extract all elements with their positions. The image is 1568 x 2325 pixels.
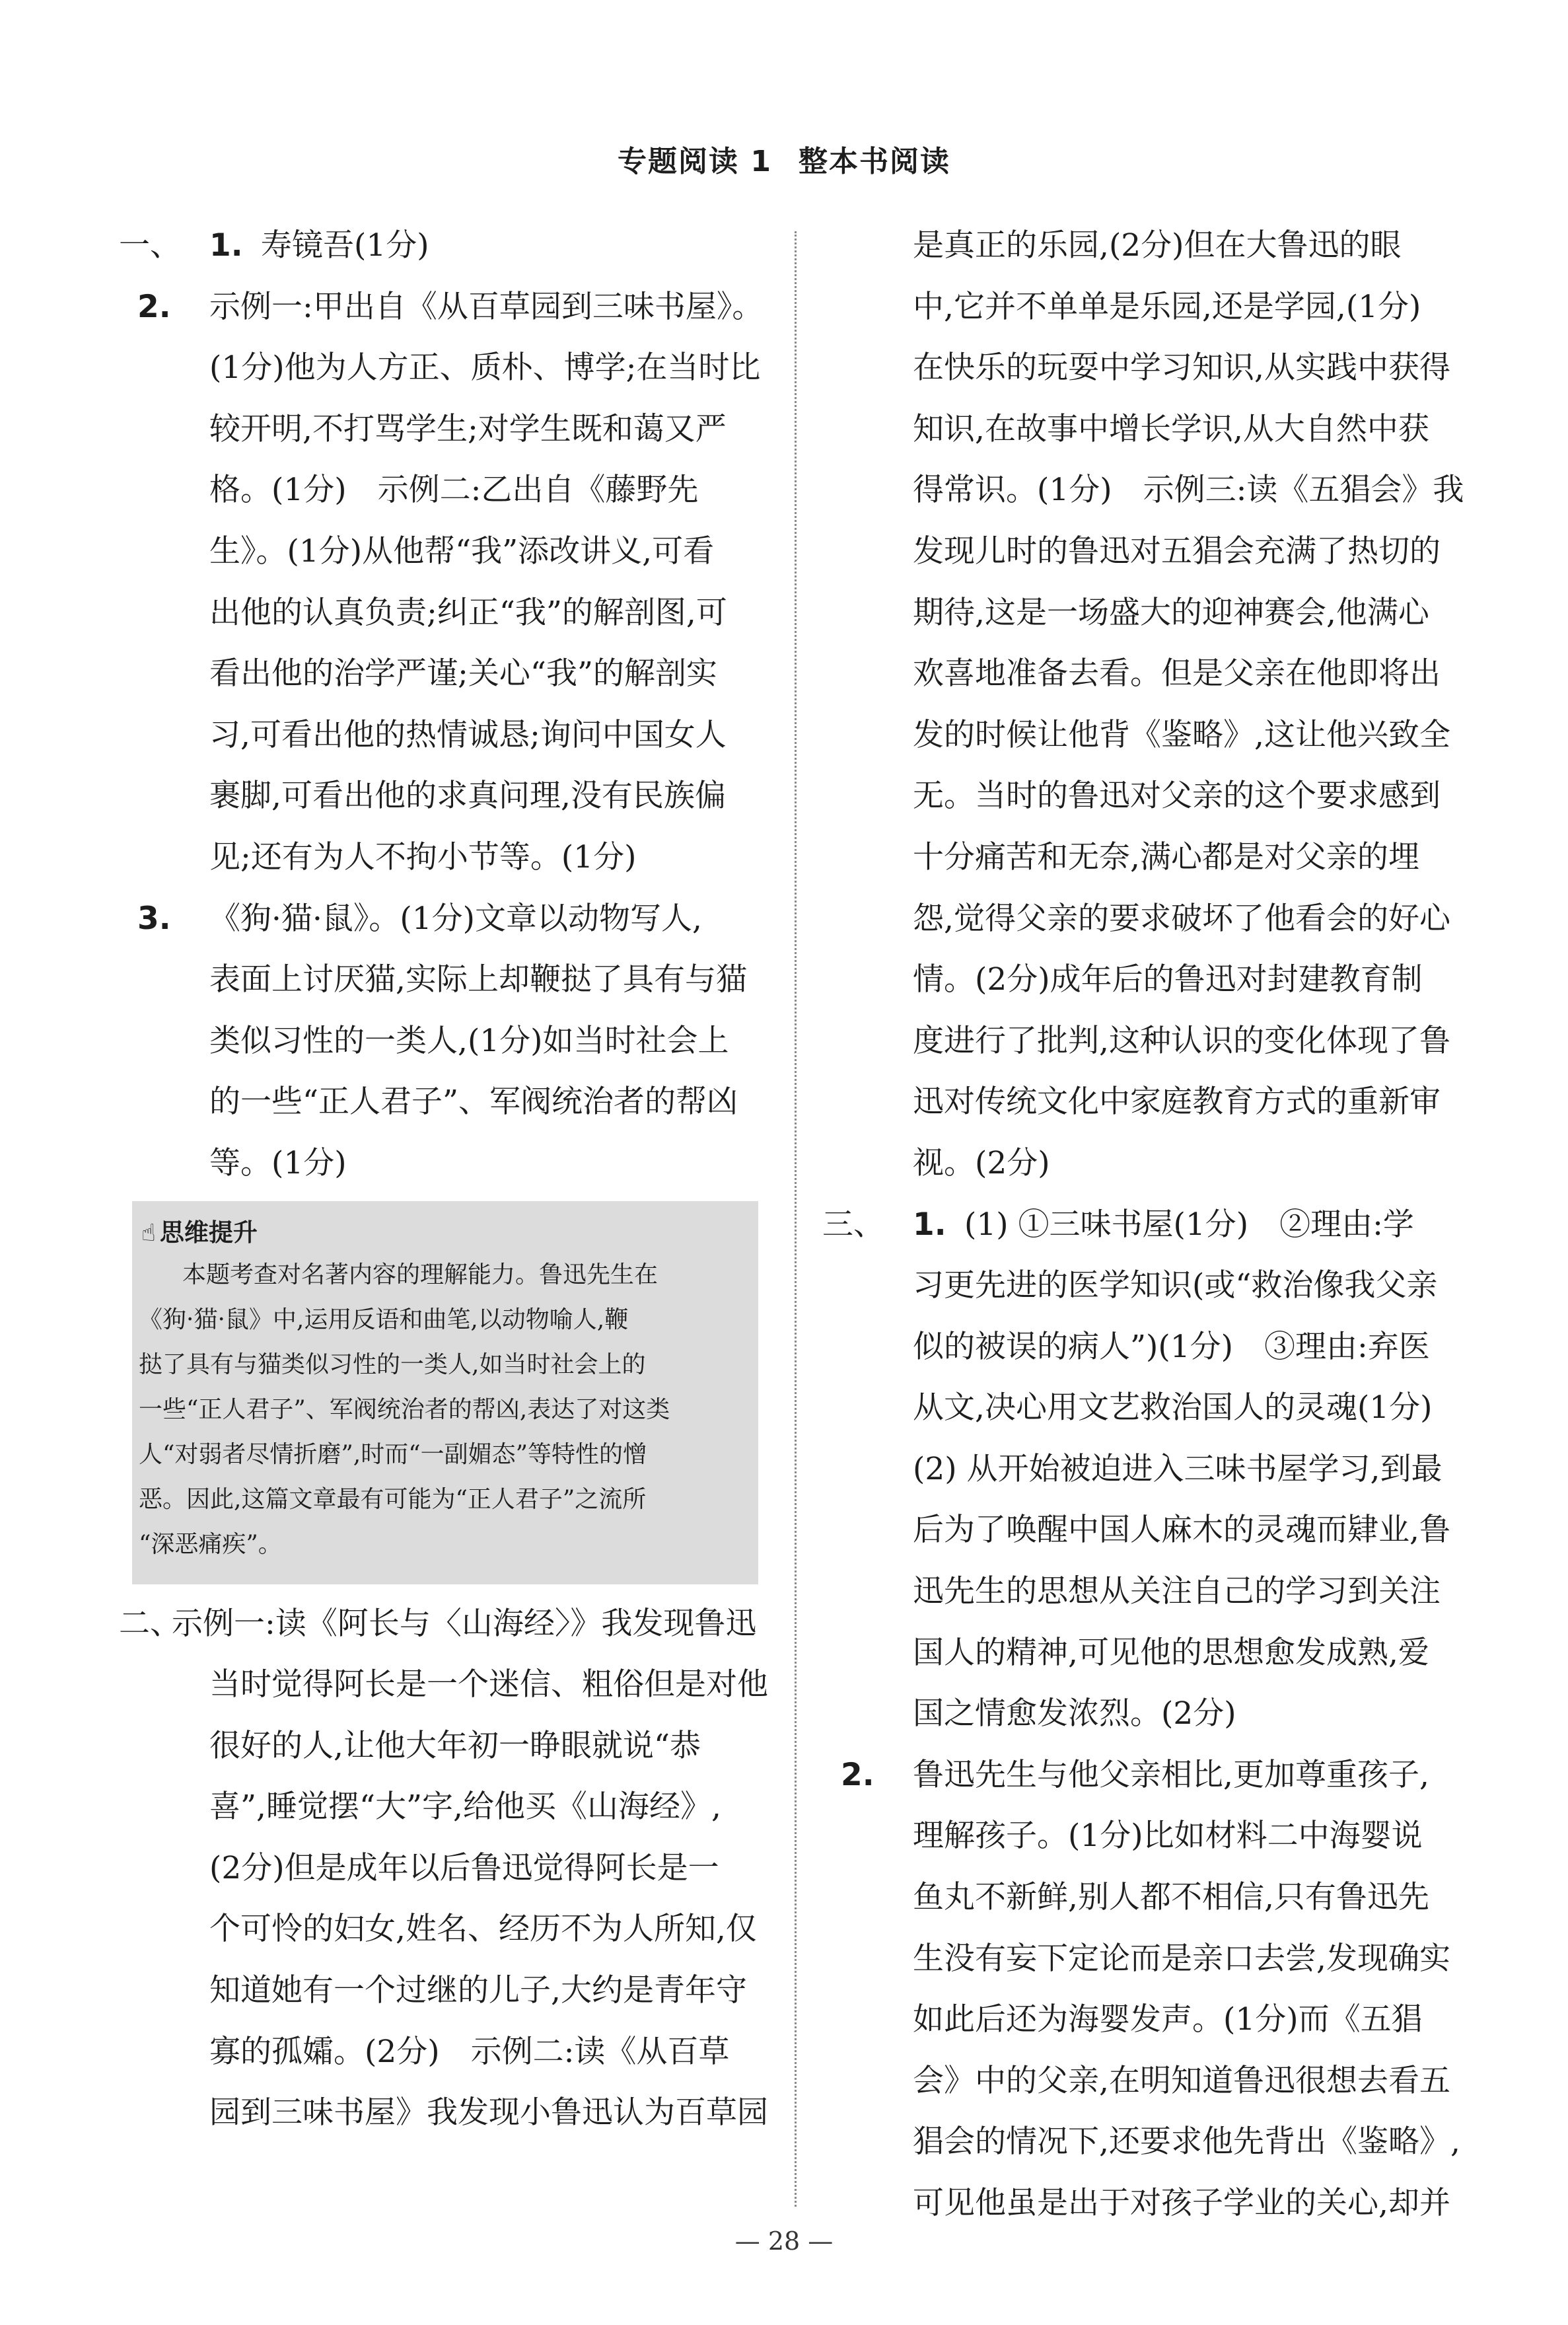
line-text: 等。(1分) [209, 1144, 347, 1181]
line-text: 国之情愈发浓烈。(2分) [913, 1695, 1236, 1732]
line-text: 从文,决心用文艺救治国人的灵魂(1分) [913, 1389, 1433, 1426]
text-line [119, 583, 763, 644]
line-text: 怨,觉得父亲的要求破坏了他看会的好心 [913, 900, 1450, 937]
line-text: 知识,在故事中增长学识,从大自然中获 [913, 410, 1429, 447]
line-text: 看出他的治学严谨;关心“我”的解剖实 [209, 655, 717, 692]
text-line [822, 766, 1456, 827]
right-column [822, 215, 1464, 2234]
text-line [119, 2083, 768, 2144]
question-number: 3. [137, 900, 171, 937]
thinking-box-line: 恶。因此,这篇文章最有可能为“正人君子”之流所 [139, 1485, 647, 1513]
line-text: 寡的孤孀。(2分) 示例二:读《从百草 [209, 2033, 730, 2070]
thinking-box-line: 一些“正人君子”、军阀统治者的帮凶,表达了对这类 [139, 1395, 670, 1423]
text-line [822, 1500, 1456, 1561]
line-text: 迅先生的思想从关注自己的学习到关注 [913, 1573, 1441, 1610]
text-line [822, 827, 1456, 889]
line-text: 国人的精神,可见他的思想愈发成熟,爱 [913, 1634, 1429, 1671]
line-text: 生》。(1分)从他帮“我”添改讲义,可看 [209, 533, 715, 570]
line-text: (1) ①三味书屋(1分) ②理由:学 [964, 1206, 1414, 1243]
thinking-box-line: 人“对弱者尽情折磨”,时而“一副媚态”等特性的憎 [139, 1440, 647, 1468]
line-text: 发现儿时的鲁迅对五猖会充满了热切的 [913, 533, 1441, 570]
text-line [822, 2173, 1456, 2234]
line-text: 寿镜吾(1分) [261, 227, 429, 264]
page-number: — 28 — [734, 2227, 834, 2256]
line-text: 裹脚,可看出他的求真问理,没有民族偏 [209, 778, 726, 815]
text-line [822, 1867, 1456, 1929]
text-line [119, 1777, 763, 1838]
line-text: 在快乐的玩耍中学习知识,从实践中获得 [913, 350, 1450, 387]
line-text: 猖会的情况下,还要求他先背出《鉴略》, [913, 2123, 1460, 2160]
text-line [119, 1960, 763, 2022]
title-part1: 专题阅读 1 [618, 145, 772, 178]
text-line [822, 460, 1464, 521]
line-text: 出他的认真负责;纠正“我”的解剖图,可 [209, 594, 727, 631]
text-line [822, 1745, 1456, 1806]
text-line [119, 215, 763, 277]
line-text: 迅对传统文化中家庭教育方式的重新审 [913, 1084, 1441, 1121]
text-line [119, 889, 763, 950]
question-number: 1. [209, 227, 243, 264]
text-line [119, 1654, 768, 1716]
line-text: 情。(2分)成年后的鲁迅对封建教育制 [913, 961, 1423, 998]
section-marker: 一、 [119, 227, 181, 264]
line-text: (1分)他为人方正、质朴、博学;在当时比 [209, 350, 761, 387]
text-line [822, 1806, 1456, 1867]
text-line [822, 1623, 1456, 1684]
text-line [822, 1011, 1456, 1072]
right-answer-lines [822, 215, 1464, 2234]
text-line [822, 1439, 1456, 1500]
text-line [119, 766, 763, 827]
text-line [822, 1195, 1456, 1256]
text-line [822, 644, 1456, 705]
thumbs-up-icon: ☝ [141, 1219, 156, 1247]
question-number: 1. [913, 1206, 946, 1243]
line-text: 园到三味书屋》我发现小鲁迅认为百草园 [209, 2094, 768, 2131]
line-text: 无。当时的鲁迅对父亲的这个要求感到 [913, 778, 1441, 815]
text-line [119, 705, 763, 766]
page-title [0, 137, 1568, 180]
text-line [822, 583, 1456, 644]
text-line [119, 1838, 763, 1900]
thinking-box-line: 《狗·猫·鼠》中,运用反语和曲笔,以动物喻人,鞭 [139, 1306, 629, 1333]
line-text: 后为了唤醒中国人麻木的灵魂而肄业,鲁 [913, 1512, 1450, 1549]
text-line [119, 1594, 763, 1655]
line-text: 度进行了批判,这种认识的变化体现了鲁 [913, 1022, 1450, 1059]
text-line [822, 705, 1456, 766]
line-text: 表面上讨厌猫,实际上却鞭挞了具有与猫 [209, 961, 747, 998]
line-text: 当时觉得阿长是一个迷信、粗俗但是对他 [209, 1666, 768, 1703]
line-text: 欢喜地准备去看。但是父亲在他即将出 [913, 655, 1441, 692]
line-text: 得常识。(1分) 示例三:读《五猖会》我 [913, 472, 1464, 509]
text-line [822, 1072, 1456, 1133]
text-line [822, 1683, 1456, 1745]
line-text: 理解孩子。(1分)比如材料二中海婴说 [913, 1818, 1423, 1855]
thinking-box-title: 思维提升 [159, 1218, 258, 1247]
text-line [119, 1011, 763, 1072]
text-line [822, 949, 1456, 1011]
line-text: 知道她有一个过继的儿子,大约是青年守 [209, 1972, 747, 2009]
line-text: 鲁迅先生与他父亲相比,更加尊重孩子, [913, 1756, 1429, 1793]
line-text: (2分)但是成年以后鲁迅觉得阿长是一 [209, 1849, 719, 1886]
line-text: 期待,这是一场盛大的迎神赛会,他满心 [913, 594, 1429, 631]
line-text: (2) 从开始被迫进入三味书屋学习,到最 [913, 1450, 1443, 1487]
text-line [822, 1317, 1456, 1378]
line-text: 见;还有为人不拘小节等。(1分) [209, 838, 637, 875]
thinking-box-line: 挞了具有与猫类似习性的一类人,如当时社会上的 [139, 1350, 646, 1378]
left-answer-lines-2 [119, 1594, 768, 2144]
left-answer-lines [119, 215, 763, 1195]
text-line [822, 338, 1456, 399]
line-text: 会》中的父亲,在明知道鲁迅很想去看五 [913, 2062, 1450, 2099]
thinking-box-line: 本题考查对名著内容的理解能力。鲁迅先生在 [182, 1261, 659, 1288]
line-text: 个可怜的妇女,姓名、经历不为人所知,仅 [209, 1911, 757, 1948]
question-number: 2. [841, 1756, 874, 1793]
line-text: 《狗·猫·鼠》。(1分)文章以动物写人, [209, 900, 702, 937]
text-line [119, 949, 763, 1011]
title-part2: 整本书阅读 [798, 145, 950, 178]
text-line [119, 399, 763, 461]
section-marker: 三、 [822, 1206, 884, 1243]
line-text: 鱼丸不新鲜,别人都不相信,只有鲁迅先 [913, 1879, 1429, 1916]
text-line [822, 277, 1456, 338]
thinking-box-heading [132, 1213, 758, 1253]
thinking-box-line: “深恶痛疾”。 [139, 1530, 282, 1558]
text-line [119, 521, 763, 583]
line-text: 中,它并不单单是乐园,还是学园,(1分) [913, 288, 1421, 325]
thinking-box [132, 1201, 758, 1584]
thinking-box-body [132, 1253, 758, 1567]
text-line [119, 644, 763, 705]
line-text: 示例一:甲出自《从百草园到三味书屋》。 [209, 288, 764, 325]
line-text: 习,可看出他的热情诚恳;询问中国女人 [209, 716, 727, 753]
line-text: 较开明,不打骂学生;对学生既和蔼又严 [209, 410, 727, 447]
line-text: 是真正的乐园,(2分)但在大鲁迅的眼 [913, 227, 1402, 264]
text-line [822, 1255, 1456, 1317]
line-text: 十分痛苦和无奈,满心都是对父亲的埋 [913, 838, 1419, 875]
text-line [822, 399, 1456, 461]
text-line [822, 521, 1456, 583]
line-text: 的一些“正人君子”、军阀统治者的帮凶 [209, 1084, 738, 1121]
line-text: 很好的人,让他大年初一睁眼就说“恭 [209, 1727, 701, 1764]
line-text: 可见他虽是出于对孩子学业的关心,却并 [913, 2185, 1450, 2221]
line-text: 发的时候让他背《鉴略》,这让他兴致全 [913, 716, 1450, 753]
text-line [119, 1899, 763, 1960]
text-line [119, 2022, 763, 2083]
line-text: 似的被误的病人”)(1分) ③理由:弃医 [913, 1328, 1430, 1365]
line-text: 生没有妄下定论而是亲口去尝,发现确实 [913, 1940, 1450, 1977]
text-line [822, 889, 1456, 950]
question-number: 2. [137, 288, 171, 325]
text-line [119, 338, 763, 399]
line-text: 示例一:读《阿长与〈山海经〉》我发现鲁迅 [172, 1605, 757, 1642]
text-line [119, 460, 763, 521]
section-marker: 二、 [119, 1605, 181, 1642]
text-line [822, 1989, 1456, 2051]
line-text: 习更先进的医学知识(或“救治像我父亲 [913, 1267, 1438, 1304]
text-line [822, 215, 1456, 277]
text-line [119, 1716, 763, 1777]
text-line [119, 1133, 763, 1195]
text-line [119, 277, 763, 338]
text-line [119, 1072, 763, 1133]
column-divider [795, 231, 797, 2207]
text-line [822, 2112, 1460, 2173]
line-text: 类似习性的一类人,(1分)如当时社会上 [209, 1022, 729, 1059]
text-line [822, 1378, 1456, 1439]
line-text: 如此后还为海婴发声。(1分)而《五猖 [913, 2001, 1423, 2038]
line-text: 视。(2分) [913, 1144, 1050, 1181]
left-column [119, 215, 768, 2144]
line-text: 格。(1分) 示例二:乙出自《藤野先 [209, 472, 699, 509]
text-line [822, 1561, 1456, 1623]
text-line [119, 827, 763, 889]
text-line [822, 1133, 1456, 1195]
line-text: 喜”,睡觉摆“大”字,给他买《山海经》, [209, 1789, 721, 1826]
text-line [822, 2051, 1456, 2112]
text-line [822, 1929, 1456, 1990]
